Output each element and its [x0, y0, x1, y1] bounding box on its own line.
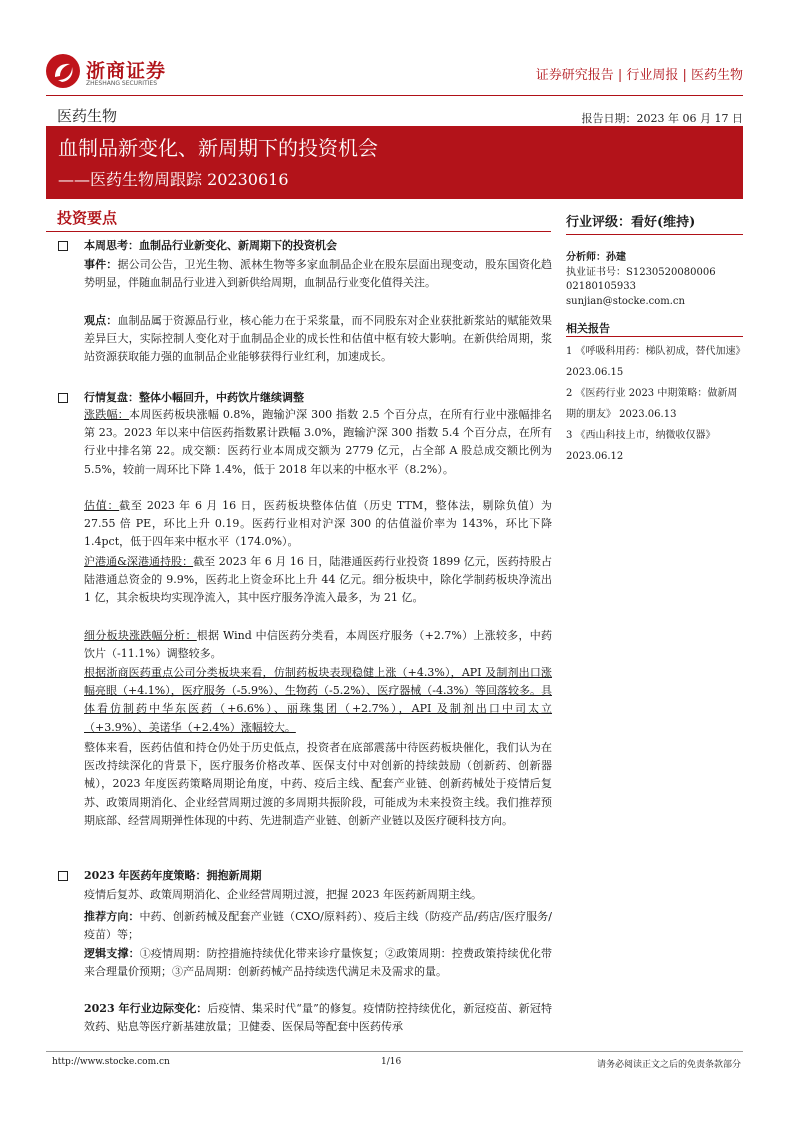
- related-report-item[interactable]: 2 《医药行业 2023 中期策略：做新周期的朋友》 2023.06.13: [566, 388, 738, 420]
- section-divider: [46, 231, 551, 232]
- section2-heading: 行情复盘：整体小幅回升，中药饮片继续调整: [84, 391, 304, 404]
- valuation-para: [84, 497, 552, 552]
- page-number: 1/16: [381, 1057, 402, 1067]
- recommend-para: [84, 908, 552, 944]
- sub-sector-text: 根据 Wind 中信医药分类看，本周医疗服务（+2.7%）上涨较多，中药饮片（-11.1%）调整较多。: [84, 629, 552, 661]
- recommend-text: 中药、创新药械及配套产业链（CXO/原料药）、疫后主线（防疫产品/药店/医疗服务/疫苗）等；: [84, 910, 552, 942]
- logic-text: ①疫情周期：防控措施持续优化带来诊疗量恢复；②政策周期：控费政策持续优化带来合理量价预期；③产品周期：创新药械产品持续迭代满足未及需求的量。: [84, 947, 552, 979]
- strategy-intro: 疫情后复苏、政策周期消化、企业经营周期过渡，把握 2023 年医药新周期主线。: [84, 888, 482, 901]
- disclaimer-note: 请务必阅读正文之后的免责条款部分: [596, 1060, 741, 1070]
- view-text: 血制品属于资源品行业，核心能力在于采浆量，而不同股东对企业获批新浆站的赋能效果差异巨大，实际控制人变化对于血制品企业的成长性和估值中枢有较大影响。在新供给周期，浆站资源获取能力强的血制品企业能够获得行业红利，加速成长。: [84, 314, 553, 364]
- footer-divider: [46, 1051, 743, 1052]
- sub-sector-para: [84, 627, 552, 663]
- valuation-label: 估值：: [84, 499, 120, 512]
- overall-view-para: 整体来看，医药估值和持仓仍处于历史低点，投资者在底部震荡中待医药板块催化，我们认为在医改持续深化的背景下，医疗服务价格改革、医保支付中对创新的持续鼓励（创新药、创新器械），2023 年度医药策略周期论角度，中药、疫后主线、配套产业链、创新药械处于疫情后复苏、政策周期消化、企业经营周期过渡的多周期共振阶段，可能成为未来投资主线。我们推荐预期底部、经营周期弹性体现的中药、先进制造产业链、创新产业链以及医疗硬科技方向。: [84, 741, 552, 827]
- event-label: 事件：: [84, 258, 118, 271]
- marginal-label: 2023 年行业边际变化：: [84, 1002, 208, 1015]
- footer-url[interactable]: http://www.stocke.com.cn: [52, 1057, 170, 1067]
- related-report-item[interactable]: 1 《呼吸科用药：梯队初成，替代加速》 2023.06.15: [566, 346, 746, 378]
- report-type-nav: 证券研究报告 | 行业周报 | 医药生物: [535, 68, 743, 83]
- related-report-item[interactable]: 3 《西山科技上市，纳微收仅器》 2023.06.12: [566, 430, 716, 462]
- header-divider: [46, 95, 743, 96]
- connect-holdings-para: [84, 553, 552, 608]
- report-subtitle: ——医药生物周跟踪 20230616: [58, 170, 289, 189]
- bullet-square-icon: [58, 868, 68, 882]
- title-banner: [46, 126, 743, 199]
- report-date: 报告日期：2023 年 06 月 17 日: [581, 112, 743, 125]
- rating-divider: [566, 234, 743, 235]
- logic-label: 逻辑支撑：: [84, 947, 140, 960]
- section1-heading: 本周思考：血制品行业新变化、新周期下的投资机会: [84, 239, 337, 252]
- related-reports-title: 相关报告: [566, 322, 610, 335]
- related-divider: [566, 336, 743, 337]
- logo-english: ZHESHANG SECURITIES: [86, 80, 158, 87]
- analyst-email[interactable]: sunjian@stocke.com.cn: [566, 295, 685, 307]
- industry-rating: 行业评级：看好(维持): [566, 215, 696, 230]
- recommend-label: 推荐方向：: [84, 910, 140, 923]
- analyst-phone: 02180105933: [566, 281, 636, 292]
- analyst-name: 分析师：孙建: [566, 252, 626, 263]
- event-text: 据公司公告，卫光生物、派林生物等多家血制品企业在股东层面出现变动，股东国资化趋势明显，伴随血制品行业进入到新供给周期，血制品行业变化值得关注。: [84, 258, 553, 290]
- change-label: 涨跌幅：: [84, 408, 130, 421]
- section1-view: [84, 312, 552, 367]
- connect-text: 截至 2023 年 6 月 16 日，陆港通医药行业投资 1899 亿元，医药持股占陆港通总资金的 9.9%，医药北上资金环比上升 44 亿元。细分板块中，除化学制药板块净流出 1 亿，其余板块均实现净流入，其中医疗服务净流入最多，为 21 亿。: [84, 555, 552, 605]
- market-change-para: [84, 406, 552, 479]
- logo-mark-icon: [46, 54, 80, 88]
- logic-para: [84, 945, 552, 981]
- cert-number: 执业证书号：S1230520080006: [566, 266, 716, 278]
- section-title: 投资要点: [57, 209, 118, 227]
- related-reports-list: [566, 341, 746, 467]
- marginal-text: 后疫情、集采时代“量”的修复。疫情防控持续优化，新冠疫苗、新冠特效药、贴息等医疗新基建放量；卫健委、医保局等配套中医药传承: [84, 1002, 552, 1034]
- report-title: 血制品新变化、新周期下的投资机会: [58, 136, 378, 160]
- key-company-para: 根据浙商医药重点公司分类板块来看，仿制药板块表现稳健上涨（+4.3%），API 及制剂出口涨幅亮眼（+4.1%），医疗服务（-5.9%）、生物药（-5.2%）、医疗器械（-4.3%）等回落较多。具体看仿制药中华东医药（+6.6%）、丽珠集团（+2.7%），API 及制剂出口中司太立（+3.9%）、美诺华（+2.4%）涨幅较大。: [84, 666, 552, 734]
- view-label: 观点：: [84, 314, 118, 327]
- bullet-square-icon: [58, 238, 68, 252]
- change-text: 本周医药板块涨幅 0.8%，跑输沪深 300 指数 2.5 个百分点，在所有行业中涨幅排名第 23。2023 年以来中信医药指数累计跌幅 3.0%，跑输沪深 300 指数 5.4 个百分点，在所有行业中排名第 22。成交额：医药行业本周成交额为 2779 亿元，占全部 A 股总成交额比例为 5.5%，较前一周环比下降 1.4%，低于 2018 年以来的中枢水平（8.2%）。: [84, 408, 553, 476]
- valuation-text: 截至 2023 年 6 月 16 日，医药板块整体估值（历史 TTM，整体法，剔除负值）为 27.55 倍 PE，环比上升 0.19。医药行业相对沪深 300 的估值溢价率为 143%，环比下降 1.4pct，低于四年来中枢水平（174.0%）。: [84, 499, 553, 549]
- sub-sector-label: 细分板块涨跌幅分析：: [84, 629, 197, 642]
- section3-heading: 2023 年医药年度策略：拥抱新周期: [84, 869, 262, 882]
- analyst-info: [566, 251, 746, 309]
- section1-event: [84, 256, 552, 292]
- marginal-change-para: [84, 1000, 552, 1036]
- connect-label: 沪港通&深港通持股：: [84, 555, 194, 568]
- company-logo: [46, 54, 176, 92]
- logo-text: 浙商证券: [86, 60, 167, 82]
- sector-label: 医药生物: [57, 107, 118, 125]
- bullet-square-icon: [58, 390, 68, 404]
